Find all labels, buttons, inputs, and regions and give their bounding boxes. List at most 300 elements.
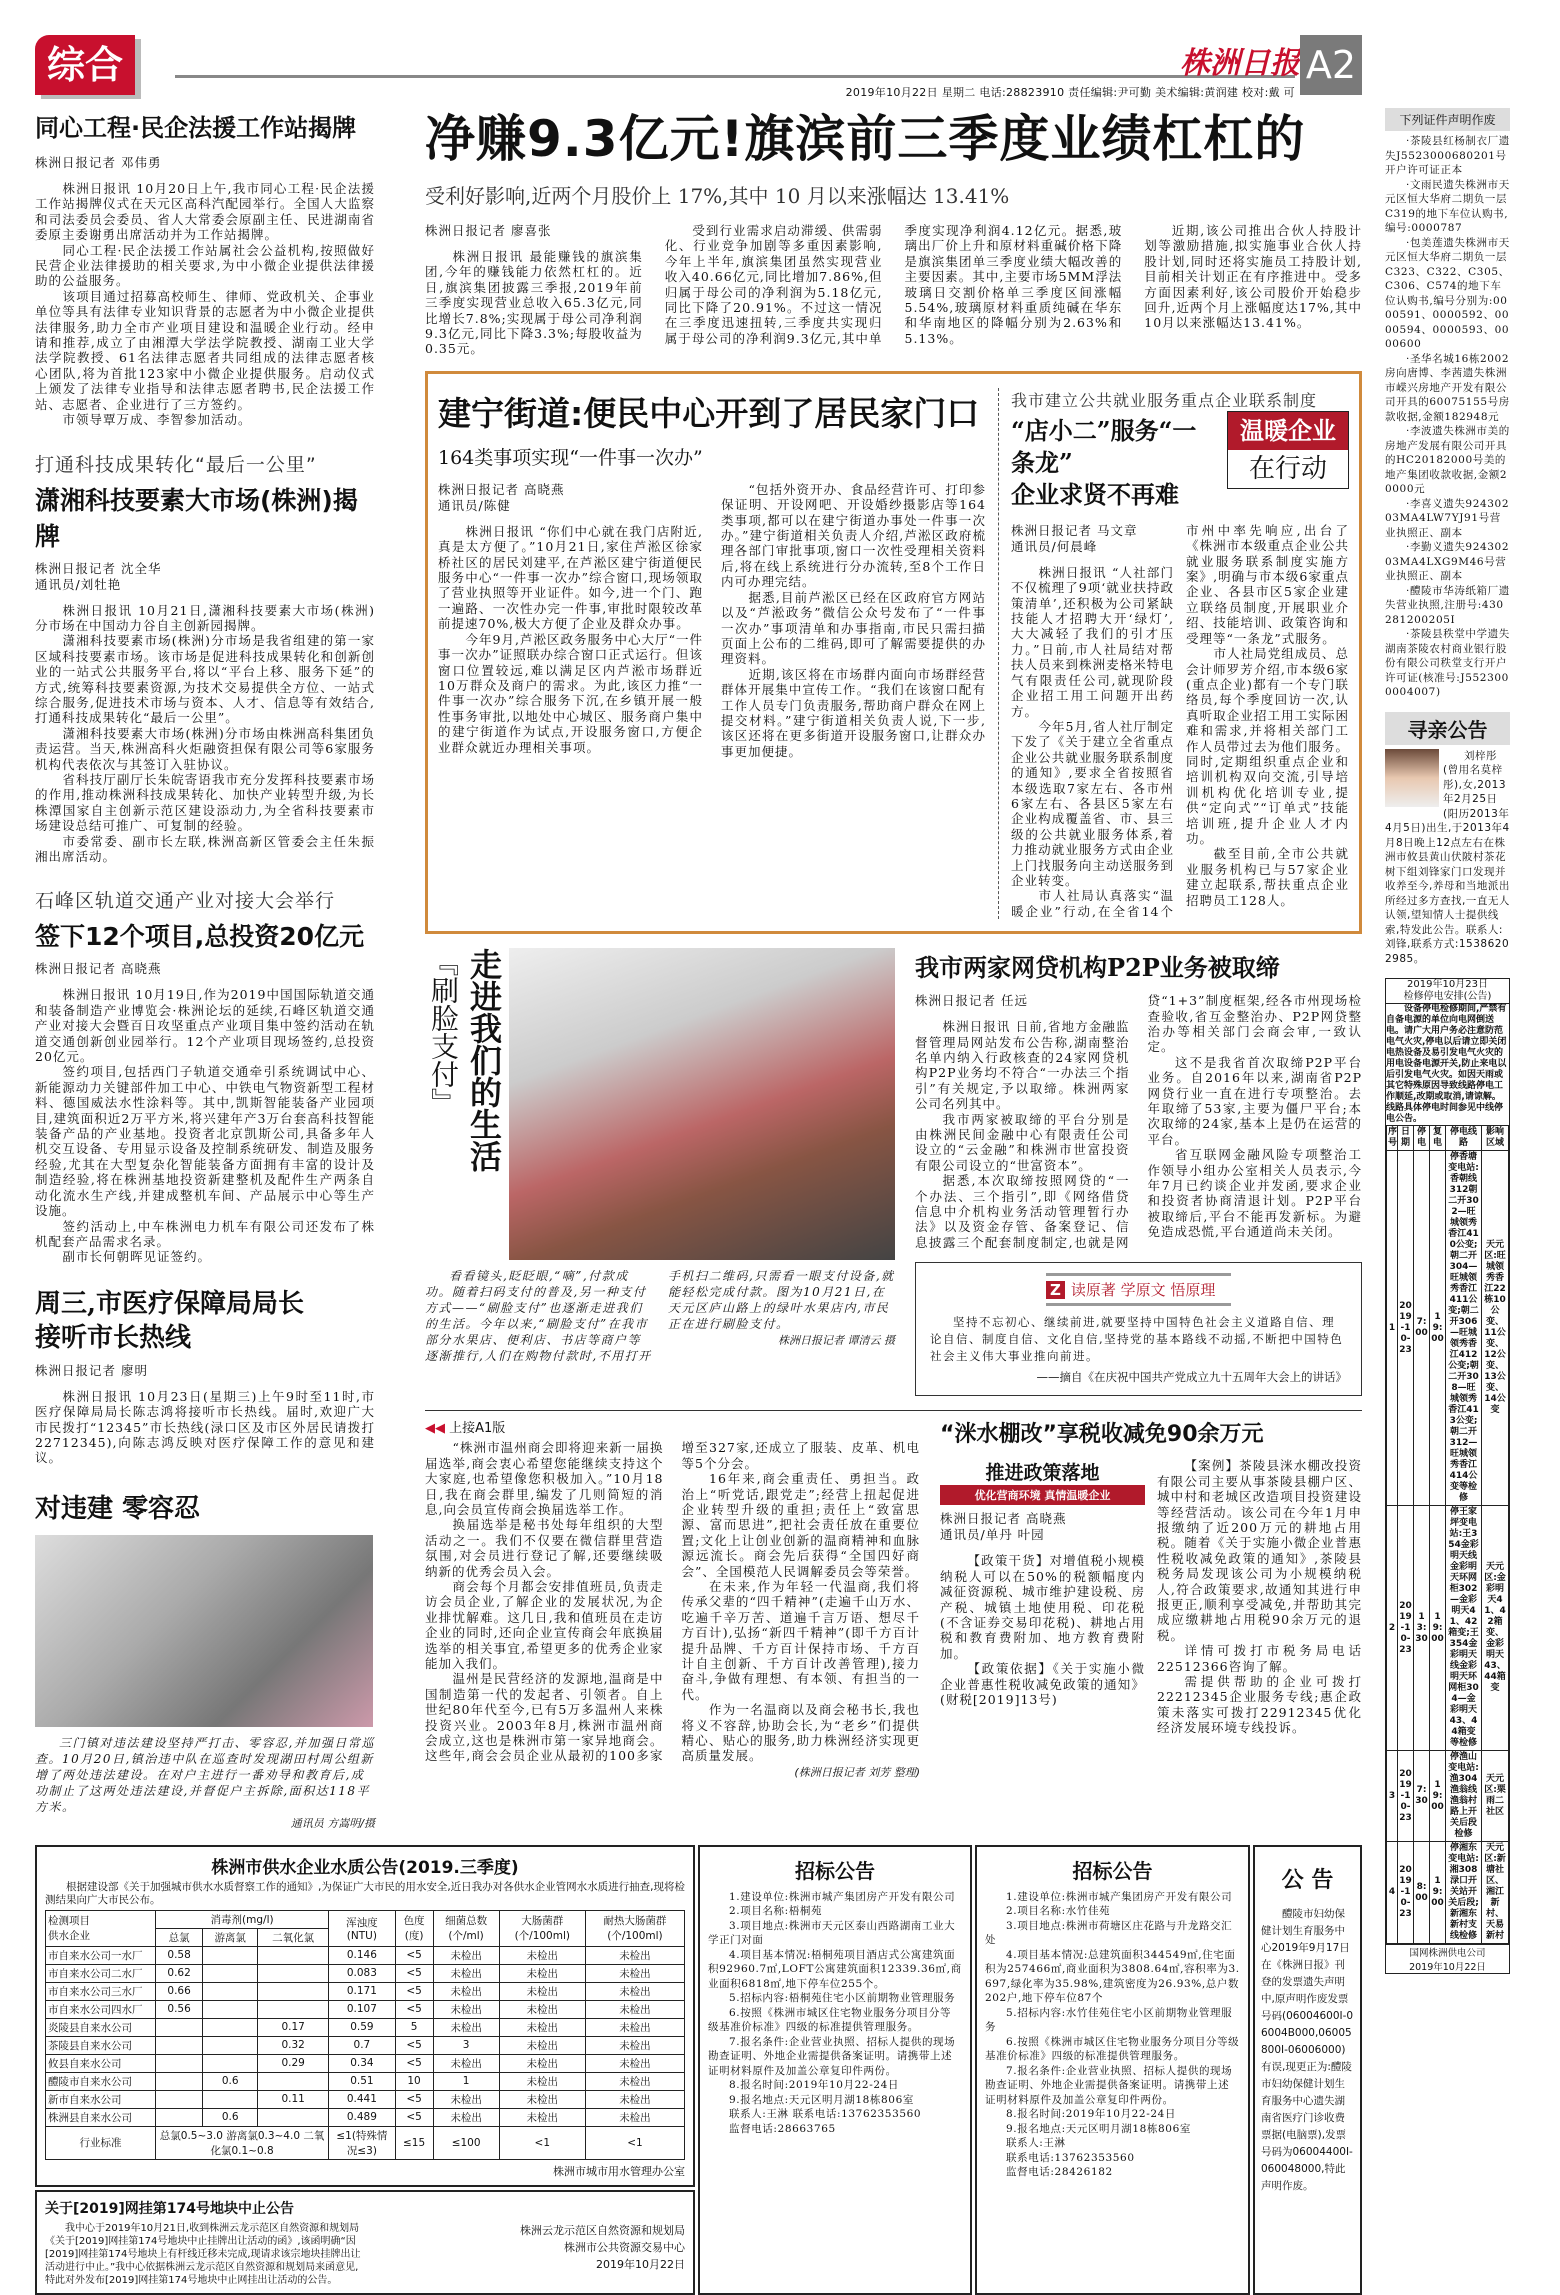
header-rule: [175, 75, 1295, 78]
table-cell: 0.29: [258, 2054, 329, 2072]
table-cell: [203, 2018, 258, 2036]
paragraph: 4.项目基本情况:总建筑面积344549㎡,住宅面积为257466㎡,商业面积为3808.64㎡,容积率为3.697,绿化率为35.98%,建筑密度为26.93%,总户数202户,地下停车位87个: [985, 1948, 1240, 2005]
table-cell: 未检出: [499, 1982, 585, 2000]
table-cell: 天元区:栗雨二社区: [1482, 1751, 1509, 1842]
lead-headline: 净赚9.3亿元!旗滨前三季度业绩杠杠的: [425, 110, 1306, 168]
paragraph: 换届选举是秘书处每年组织的大型活动之一。我们不仅要在微信群里营造氛围,对会员进行登记了解,还要继续吸纳新的优秀会员入会。: [425, 1517, 664, 1579]
table-cell: 未检出: [499, 2000, 585, 2018]
power-outage-notice: [1385, 978, 1510, 1974]
table-cell: [156, 2090, 203, 2108]
photo-story-illegal-building: [35, 1488, 375, 1831]
headline: 签下12个项目,总投资20亿元: [35, 922, 365, 952]
th: 序号: [1387, 1126, 1398, 1151]
th-item: 检测项目: [48, 1915, 90, 1928]
z-logo-icon: Z: [1046, 1281, 1065, 1299]
table-cell: 未检出: [585, 2000, 684, 2018]
table-cell: 未检出: [585, 2090, 684, 2108]
notice-signer: 国网株洲供电公司: [1386, 1944, 1509, 1959]
table-cell: 未检出: [585, 1964, 684, 1982]
child-photo: [1385, 749, 1439, 807]
td: ≤1(特殊情况≤3): [329, 2126, 395, 2159]
article-body: [35, 1389, 375, 1466]
table-cell: 未检出: [433, 2000, 499, 2018]
table-cell: 19:00: [1430, 1506, 1446, 1751]
notice-intro: 设备停电检修期间,严禁有自备电源的单位向电网倒送电。请广大用户务必注意防范电气火灾,停电以后请立即关闭电热设备及易引发电气火灾的用电设备电源开关,防止来电以后引发电气火灾。如因天雨或其它特殊原因导致线路停电工作顺延,改期或取消,请谅解。线路具体停电时间参见中线停电公告。: [1386, 1004, 1507, 1124]
paragraph: “株洲市温州商会即将迎来新一届换届选举,商会衷心希望您能继续支持这个大家庭,也希望像您积极加入。”10月18日,我在商会群里,编发了几则简短的消息,向会员宣传商会换届选举工作。: [425, 1440, 664, 1517]
warm-enterprise-badge: [1227, 411, 1349, 489]
paragraph: ·李喜义遗失92430203MA4LW7YJ91号营业执照正、副本: [1385, 497, 1510, 539]
th: 色度(度): [395, 1910, 433, 1946]
signer: 株洲云龙示范区自然资源和规划局: [520, 2223, 685, 2237]
void-declarations: [1385, 108, 1510, 700]
paragraph: 签约活动上,中车株洲电力机车有限公司还发布了株机配套产品需求名录。: [35, 1218, 375, 1249]
headline: 我市两家网贷机构P2P业务被取缔: [915, 953, 1280, 983]
table-cell: 2019-10-23: [1398, 1751, 1414, 1842]
th-disinfect: 消毒剂(mg/l): [156, 1910, 329, 1928]
table-cell: 未检出: [499, 2072, 585, 2090]
headline: “店小二”服务“一条龙” 企业求贤不再难: [1011, 415, 1197, 509]
photo-caption: 看看镜头,眨眨眼,“嘀”,付款成功。随着扫码支付的普及,另一种支付方式——“刷脸支付”也逐渐走进我们的生活。今年以来,“刷脸支付”在我市部分水果店、便利店、书店等商户等逐渐推行,人们在购物付款时,不用打开手机扫二维码,只需看一眼支付设备,就能轻松完成付款。图为10月21日,在天元区庐山路上的绿叶水果店内,市民正在进行刷脸支付。: [425, 1269, 895, 1364]
paragraph: 联系人:王淋 联系电话:13762353560: [729, 2108, 922, 2121]
photo-story-facepay: [425, 948, 895, 1364]
table-cell: 19:00: [1430, 1842, 1446, 1944]
table-cell: 0.62: [156, 1964, 203, 1982]
byline: 株洲日报记者 高晓燕: [35, 961, 162, 977]
photo-face-payment: [509, 948, 895, 1260]
paragraph: 我市两家被取缔的平台分别是由株洲民间金融中心有限责任公司设立的“云金融”和株洲市世富投资有限公司设立的“世富资本”。: [915, 1111, 1130, 1173]
dateline: 2019年10月22日 星期二 电话:28823910 责任编辑:尹可勤 美术编辑:黄润建 校对:戴 可: [845, 86, 1295, 99]
table-cell: 株洲县自来水公司: [46, 2108, 156, 2126]
paragraph: 16年来,商会重责任、勇担当。政治上“听党话,跟党走”;经营上扭起促进企业转型升级的重担;责任上“致富思源、富而思进”,把社会责任放在重要位置;文化上让创业创新的温商精神和血脉源远流长。商会先后获得“全国四好商会”、全国模范人民调解委员会等荣誉。: [681, 1471, 920, 1579]
paragraph: 潇湘科技要素市场(株洲)分市场是我省组建的第一家区域科技要素市场。该市场是促进科技成果转化和创新创业的一站式公共服务平台,将以“平台上移、服务下延”的方式,统筹科技要素资源,为技术交易提供全方位、一站式综合服务,促进技术市场与资本、人才、信息等有效结合,打通科技成果转化“最后一公里”。: [35, 633, 375, 726]
photo-inspection: [35, 1535, 373, 1727]
paragraph: 监督电话:28663765: [729, 2122, 836, 2135]
table-row: [46, 2108, 685, 2126]
table-cell: 2019-10-23: [1398, 1151, 1414, 1506]
table-cell: 2019-10-23: [1398, 1842, 1414, 1944]
paragraph: 株洲日报讯 10月21日,潇湘科技要素大市场(株洲)分市场在中国动力谷自主创新园揭牌。: [35, 602, 375, 633]
article-wenzhou-continued: [425, 1417, 920, 1780]
table-cell: 未检出: [499, 2018, 585, 2036]
th: 二氧化氯: [258, 1928, 329, 1946]
paragraph: 近期,该区将在市场群内面向市场群经营群体开展集中宣传工作。“我们在该窗口配有工作人员专门负责服务,帮助商户群众在网上提交材料。”建宁街道相关负责人说,下一步,该区还将在更多街道开设服务窗口,让群众办事更加便捷。: [721, 666, 986, 759]
table-cell: [258, 2108, 329, 2126]
paragraph: 据悉,本次取缔按照网贷的“一个办法、三个指引”,即《网络借贷信息中介机构业务活动管理暂行办法》以及资金存管、备案登记、信息披露三个配套制度制定,也就是网贷“1+3”制度框架,经各市州现场检查验收,省互金整治办、P2P网贷整治办等相关部门会商会审,一致认定。: [915, 993, 1362, 1250]
th: 游离氯: [203, 1928, 258, 1946]
paragraph: 7.报名条件:企业营业执照、招标人提供的现场勘查证明、外地企业需提供备案证明。请携带上述证明材料原件及加盖公章复印件两份。: [985, 2064, 1233, 2106]
paragraph: 联系人:王淋: [1006, 2137, 1066, 2150]
table-cell: 未检出: [433, 2018, 499, 2036]
table-cell: 未检出: [433, 2054, 499, 2072]
article-jianning: [438, 388, 986, 759]
article-p2p: [915, 948, 1362, 1250]
paragraph: 9.报名地点:天元区明月湖18栋806室: [729, 2093, 914, 2106]
notice-title: 株洲市供水企业水质公告(2019.三季度): [211, 1857, 519, 1878]
table-cell: 0.171: [329, 1982, 395, 2000]
td: <1: [499, 2126, 585, 2159]
paragraph: 3.项目地点:株洲市天元区泰山西路湖南工业大学正门对面: [708, 1919, 956, 1947]
paragraph: 温州是民营经济的发源地,温商是中国制造第一代的发起者、引领者。自上世纪80年代至今,已有5万多温州人来株投资兴业。2003年8月,株洲市温州商会成立,这也是株洲市第一家异地商会。这些年,商会会员企业从最初的100多家增至327家,还成立了服装、皮革、机电等5个分会。: [425, 1440, 920, 1764]
quote-column-title: 读原著 学原文 悟原理: [1070, 1281, 1216, 1300]
paragraph: 2.项目名称:梧桐苑: [729, 1905, 823, 1918]
page-body: [35, 108, 1510, 2295]
section-tab: 综合: [35, 35, 135, 95]
article-body: [425, 223, 1362, 357]
feature-box: [425, 371, 1362, 934]
paragraph: 副市长何朝晖见证签约。: [62, 1249, 212, 1265]
paragraph: 据悉,目前芦淞区已经在区政府官方网站以及“芦淞政务”微信公众号发布了“一件事一次办”事项清单和办事指南,市民只需扫描页面上公布的二维码,即可了解需要提供的办理资料。: [721, 589, 986, 667]
table-cell: [258, 1946, 329, 1964]
page-number: A2: [1300, 35, 1362, 95]
table-cell: 未检出: [585, 1982, 684, 2000]
table-cell: 0.7: [329, 2036, 395, 2054]
byline: 株洲日报记者 马文章 通讯员/何晨峰: [1011, 522, 1138, 554]
table-row: [1387, 1151, 1509, 1506]
table-row: [46, 1982, 685, 2000]
table-cell: 停渔山变电站:渔304渔翁线渔翁村路上开关后段检修: [1446, 1751, 1482, 1842]
paragraph: 潇湘科技要素大市场(株洲)分市场由株洲高科集团负责运营。当天,株洲高科火炬融资担保有限公司等6家服务机构代表依次与其签订入驻协议。: [35, 725, 375, 772]
th: 影响区域: [1482, 1126, 1509, 1151]
paragraph: ·包美莲遗失株洲市天元区恒大华府二期负一层C323、C322、C305、C306、C574的地下车位认购书,编号分别为:0000591、0000592、0000594、0000593、0000600: [1385, 236, 1510, 350]
continued-from: 上接A1版: [449, 1421, 506, 1437]
byline: 株洲日报记者 任远: [915, 993, 1028, 1009]
notice-text: 我中心于2019年10月21日,收到株洲云龙示范区自然资源和规划局《关于[2019]网挂第174号地块中止挂牌出让活动的函》,该函明确“因[2019]网挂第174号地块上有杆线迁移未完成,现请求该宗地块挂牌出让活动进行中止。”我中心依据株洲云龙示范区自然资源和规划局来函意见,特此对外发布[2019]网挂第174号地块中止网挂出让活动的公告。: [45, 2222, 361, 2286]
vertical-title-b: 『刷脸支付』: [427, 948, 460, 1117]
th: 浑浊度(NTU): [329, 1910, 395, 1946]
table-cell: 未检出: [585, 1946, 684, 1964]
paragraph: 株洲日报讯 10月20日上午,我市同心工程·民企法援工作站揭牌仪式在天元区高科汽配园举行。全国人大监察和司法委员会委员、省人大常委会原副主任、民进湖南省委原主委谢勇出席活动并为工作站揭牌。: [35, 181, 375, 243]
paragraph: 该项目通过招募高校师生、律师、党政机关、企事业单位等具有法律专业知识背景的志愿者为中小微企业提供法律服务,助力全市产业项目建设和温暖企业行动。经申请和推荐,成立了由湘潭大学法学院教授、湖南工业大学法学院教授、61名法律志愿者共同组成的法律志愿者核心团队,将为首批123家中小微企业提供服务。启动仪式上颁发了法律专业指导和法律志愿者聘书,民企法援工作站、志愿者、企业进行了三方签约。: [35, 288, 375, 412]
table-cell: 未检出: [499, 2036, 585, 2054]
table-row: [1387, 1506, 1509, 1751]
th: 大肠菌群(个/100ml): [499, 1910, 585, 1946]
paragraph: 株洲日报讯 10月23日(星期三)上午9时至11时,市医疗保障局局长陈志鸿将接听市长热线。届时,欢迎广大市民拨打“12345”市长热线(渌口区及市区外居民请拨打22712345),向陈志鸿反映对医疗保障工作的意见和建议。: [35, 1388, 375, 1466]
table-cell: 7:00: [1414, 1151, 1430, 1506]
table-cell: 0.17: [258, 2018, 329, 2036]
notice-signer: 株洲市城市用水管理办公室: [553, 2164, 685, 2178]
table-cell: 未检出: [433, 1946, 499, 1964]
headline: 建宁街道:便民中心开到了居民家门口: [438, 393, 980, 433]
table-cell: 0.441: [329, 2090, 395, 2108]
table-cell: 未检出: [585, 2036, 684, 2054]
table-cell: [203, 2054, 258, 2072]
content-area: [35, 108, 1362, 2295]
table-cell: 0.66: [156, 1982, 203, 2000]
table-cell: [203, 1964, 258, 1982]
kicker: 我市建立公共就业服务重点企业联系制度: [1011, 390, 1318, 410]
paragraph: 3.项目地点:株洲市荷塘区庄花路与升龙路交汇处: [985, 1919, 1233, 1947]
table-cell: 13:30: [1414, 1506, 1430, 1751]
table-cell: 0.56: [156, 2000, 203, 2018]
table-cell: 0.11: [258, 2090, 329, 2108]
table-cell: 1: [433, 2072, 499, 2090]
paragraph: 市人社局认真落实“温暖企业”行动,在全省14个市州中率先响应,出台了《株洲市本级重点企业公共就业服务联系制度实施方案》,明确与市本级6家重点企业、各县市区5家企业建立联络员制度,开展职业介绍、技能培训、政策咨询和受理等“一条龙”式服务。: [1011, 522, 1349, 919]
paragraph: 截至目前,全市公共就业服务机构已与57家企业建立起联系,帮扶重点企业招聘员工128人。: [1186, 846, 1349, 908]
article-body: [35, 987, 375, 1264]
paragraph: 4.项目基本情况:梧桐苑项目酒店式公寓建筑面积92960.7㎡,LOFT公寓建筑面积12339.36㎡,商业面积6818㎡,地下停车位255个。: [708, 1948, 962, 1990]
table-cell: 0.32: [258, 2036, 329, 2054]
headline: 同心工程·民企法援工作站揭牌: [35, 114, 357, 142]
quote-text: 坚持不忘初心、继续前进,就要坚持中国特色社会主义道路自信、理论自信、制度自信、文化自信,坚持党的基本路线不动摇,不断把中国特色社会主义伟大事业推向前进。: [930, 1315, 1344, 1364]
notice-text: 刘梓彤(曾用名莫梓彤),女,2013年2月25日(阳历2013年4月5日)出生,于2013年4月8日晚上12点左右在株洲市攸县黄山伏陂村茶花树下组刘锋家门口发现并收养至今,养母和当地派出所经过多方查找,一直无人认领,望知情人士提供线索,特发此公告。联系人:刘锋,联系方式:15386202985。: [1385, 749, 1510, 965]
paragraph: ·李波遗失株洲市美的房地产发展有限公司开具的HC20182000号美的地产集团收款收据,金额20000元: [1385, 425, 1510, 495]
kicker: 石峰区轨道交通产业对接大会举行: [35, 890, 336, 913]
top-area: [35, 108, 1362, 1831]
table-cell: 8:00: [1414, 1842, 1430, 1944]
table-cell: 新市自来水公司: [46, 2090, 156, 2108]
paragraph: 受到行业需求启动滞缓、供需弱化、行业竞争加剧等多重因素影响,今年上半年,旗滨集团虽然实现营业收入40.66亿元,同比增加7.86%,但归属于母公司的净利润为5.18亿元,同比下降了20.91%。不过这一情况在三季度迅速扭转,三季度共实现归属于母公司的净利润9.3亿元,其中单季度实现净利润4.12亿元。据悉,玻璃出厂价上升和原材料重碱价格下降是旗滨集团单三季度业绩大幅改善的主要因素。其中,主要市场5MM浮法玻璃日交割价格单三季度区间涨幅5.54%,玻璃原材料重质纯碱在华东和华南地区的降幅分别为2.63%和5.13%。: [664, 223, 1123, 346]
paragraph: 这不是我省首次取缔P2P平台业务。自2016年以来,湖南省P2P网贷行业一直在进行专项整治。去年取缔了53家,主要为僵尸平台;本次取缔的24家,基本上是仍在运营的平台。: [1147, 1054, 1362, 1147]
middle-row: [425, 948, 1362, 1396]
table-cell: 未检出: [433, 1964, 499, 1982]
land-suspension-notice: [35, 2190, 695, 2295]
policy-banner-sub: 优化营商环境 真情温暖企业: [940, 1485, 1145, 1505]
table-cell: 3: [1387, 1751, 1398, 1842]
td: 总氯0.5~3.0 游离氯0.3~4.0 二氧化氯0.1~0.8: [156, 2126, 329, 2159]
th: 停电线路: [1446, 1126, 1482, 1151]
subheadline: 164类事项实现“一件事一次办”: [438, 446, 703, 469]
article-body: [438, 482, 986, 759]
table-row: [1387, 1751, 1509, 1842]
table-cell: 未检出: [499, 2054, 585, 2072]
paragraph: 监督电话:28426182: [1006, 2166, 1113, 2179]
water-quality-table: [45, 1910, 685, 2160]
lead-subheadline: 受利好影响,近两个月股价上 17%,其中 10 月以来涨幅达 13.41%: [425, 184, 1010, 208]
paragraph: 今年9月,芦淞区政务服务中心大厅“一件事一次办”证照联办综合窗口正式运行。但该窗口位置较远,难以满足区内芦淞市场群近10万群众及商户的需求。为此,该区力推“一件事一次办”综合服务下沉,在乡镇开展一般性事务审批,以地处中心城区、服务商户集中的建宁街道作为试点,开设服务窗口,方便企业群众就近办理相关事项。: [438, 631, 703, 755]
byline: 株洲日报记者 邓伟勇: [35, 155, 162, 170]
byline: 株洲日报记者 高晓燕 通讯员/单丹 叶园: [940, 1511, 1067, 1543]
table-cell: <5: [395, 2000, 433, 2018]
table-cell: 2019-10-23: [1398, 1506, 1414, 1751]
table-cell: [258, 2000, 329, 2018]
notice-title: 招标公告: [795, 1858, 875, 1883]
table-row: [46, 2018, 685, 2036]
table-cell: [258, 1964, 329, 1982]
th: 细菌总数(个/ml): [433, 1910, 499, 1946]
article-employment: [1011, 388, 1349, 919]
table-cell: 未检出: [585, 2108, 684, 2126]
article-body: [915, 993, 1362, 1250]
table-cell: 3: [433, 2036, 499, 2054]
paragraph: 【政策干货】对增值税小规模纳税人可以在50%的税额幅度内减征资源税、城市维护建设税、房产税、城镇土地使用税、印花税(不含证券交易印花税)、耕地占用税和教育费附加、地方教育费附加。: [940, 1553, 1145, 1661]
table-cell: <5: [395, 2090, 433, 2108]
table-cell: [203, 2000, 258, 2018]
table-cell: [203, 1946, 258, 1964]
paragraph: ·圣华名城16栋2002房向唐博、李茜遗失株洲市嵘兴房地产开发有限公司开具的60075155号房款收据,金额182948元: [1385, 352, 1510, 423]
table-cell: 天元区:金彩明天41、42箱变、金彩明天43、44箱变: [1482, 1506, 1509, 1751]
paragraph: 5.招标内容:梧桐苑住宅小区前期物业管理服务: [729, 1992, 956, 2005]
paragraph: 今年5月,省人社厅制定下发了《关于建立全省重点企业公共就业服务联系制度的通知》,要求全省按照省本级选取7家左右、各市州6家左右、各县区5家左右企业构成覆盖省、市、县三级的公共就业服务体系,着力推动就业服务方式由企业上门找服务向主动送服务到企业转变。: [1011, 718, 1174, 888]
table-cell: [258, 1982, 329, 2000]
article-body: [35, 603, 375, 865]
paragraph: 5.招标内容:水竹佳苑住宅小区前期物业管理服务: [985, 2006, 1233, 2034]
table-cell: [203, 2036, 258, 2054]
notice-title: 公 告: [1281, 1867, 1334, 1893]
signer: 株洲市公共资源交易中心: [564, 2240, 685, 2254]
notice-date: 2019年10月22日: [596, 2257, 685, 2271]
notice-body: [985, 1890, 1240, 2180]
table-cell: 0.489: [329, 2108, 395, 2126]
photo-credit: 通讯员 方嵩明/摄: [290, 1816, 375, 1830]
photo-caption: 三门镇对违法建设坚持严打击、零容忍,并加强日常巡查。10月20日,镇治违中队在巡查时发现湖田村周公组新增了两处违法建设。在对户主进行一番劝导和教育后,成功制止了这两处违法建设,并督促户主拆除,面积达118平方米。: [35, 1735, 375, 1814]
table-cell: 10: [395, 2072, 433, 2090]
th: 复电: [1430, 1126, 1446, 1151]
table-row: [1387, 1842, 1509, 1944]
td: ≤100: [433, 2126, 499, 2159]
correction-notice: [1253, 1845, 1362, 2295]
table-cell: <5: [395, 2036, 433, 2054]
table-cell: 0.6: [203, 2108, 258, 2126]
paragraph: 市委常委、副市长左联,株洲高新区管委会主任朱振湘出席活动。: [35, 833, 375, 864]
table-cell: <5: [395, 1982, 433, 2000]
table-cell: 未检出: [499, 1964, 585, 1982]
paragraph: 近期,该公司推出合伙人持股计划等激励措施,拟实施事业合伙人持股计划,同时还将实施员工持股计划,目前相关计划正在有序推进中。受多方面因素利好,该公司股价开始稳步回升,近两个月上涨幅度达17%,其中10月以来涨幅达13.41%。: [1144, 223, 1362, 331]
quote-source: ——摘自《在庆祝中国共产党成立九十五周年大会上的讲话》: [1036, 1370, 1347, 1385]
photo-credit: 株洲日报记者 谭清云 摄: [778, 1334, 895, 1348]
headline: 潇湘科技要素大市场(株洲)揭牌: [35, 485, 358, 551]
th: 日期: [1398, 1126, 1414, 1151]
paragraph: 在未来,作为年轻一代温商,我们将传承父辈的“四千精神”(走遍千山万水、吃遍千辛万苦、道遍千言万语、想尽千方百计),弘扬“新四千精神”(即千方百计提升品牌、千方百计保持市场、千方百计自主创新、千方百计改善管理),接力奋斗,争做有理想、有本领、有担当的一代。: [681, 1578, 920, 1702]
paragraph: 市领导覃万成、李智参加活动。: [62, 412, 252, 428]
badge-top: 温暖企业: [1228, 412, 1348, 450]
right-column: [1385, 108, 1510, 1974]
paragraph: 8.报名时间:2019年10月22-24日: [1006, 2108, 1177, 2121]
table-cell: [156, 2018, 203, 2036]
table-cell: [156, 2054, 203, 2072]
paragraph: “包括外资开办、食品经营许可、打印参保证明、开设网吧、开设婚纱摄影店等164类事项,都可以在建宁街道办事处一件事一次办。”建宁街道相关负责人介绍,芦淞区政府梳理各部门审批事项,窗口一次性受理相关资料后,将在线上系统进行分办流转,至8个工作日内可办理完结。: [721, 481, 986, 590]
table-cell: 天元区:旺城领秀香江22栋10公变、11公变、12公变、13公变、14公变: [1482, 1151, 1509, 1506]
article-rail-expo: [35, 886, 375, 1264]
paragraph: 签约项目,包括西门子轨道交通牵引系统调试中心、新能源动力关键部件加工中心、中铁电气物资新型工程材料、德国威法水性涂料等。其中,凯斯智能装备产业园项目,建筑面积近2万平方米,将兴建年产3万台套高科技智能装备产品的产业基地。投资者北京凯斯公司,具备多年人机交互设备、专用显示设备及控制系统研发、制造及服务经验,尤其在大型复杂化智能装备方面拥有丰富的设计及制造经验,将在株洲基地投资新建整机及配件生产两条自动化流水生产线,并建成整机车间、产品展示中心等生产设施。: [35, 1064, 375, 1219]
paragraph: 6.按照《株洲市城区住宅物业服务分项目分等级基准价标准》四级的标准提供管理服务。: [985, 2035, 1240, 2063]
table-cell: 停湘东变电站:湘308渌口开关站开关后段;新湘东新村支线检修: [1446, 1842, 1482, 1944]
badge-bottom: 在行动: [1248, 453, 1327, 484]
notice-title: 关于[2019]网挂第174号地块中止公告: [45, 2200, 294, 2217]
table-cell: 市自来水公司一水厂: [46, 1946, 156, 1964]
table-cell: 4: [1387, 1842, 1398, 1944]
paragraph: 联系电话:13762353560: [1006, 2151, 1135, 2164]
paragraph: 9.报名地点:天元区明月湖18栋806室: [1006, 2122, 1191, 2135]
notice-date: 2019年10月22日: [1409, 1962, 1486, 1973]
column-title: 下列证件声明作废: [1385, 108, 1510, 131]
table-cell: <5: [395, 2108, 433, 2126]
table-cell: [258, 2072, 329, 2090]
table-cell: 未检出: [499, 2090, 585, 2108]
paragraph: 详情可拨打市税务局电话22512366咨询了解。: [1157, 1643, 1362, 1674]
table-cell: 醴陵市自来水公司: [46, 2072, 156, 2090]
th: 耐热大肠菌群(个/100ml): [585, 1910, 684, 1946]
paragraph: 1.建设单位:株洲市城产集团房产开发有限公司: [729, 1890, 956, 1903]
table-cell: 未检出: [499, 1946, 585, 1964]
paragraph: 同心工程·民企法援工作站属社会公益机构,按照做好民营企业法律援助的相关要求,为中小微企业提供法律援助的公益服务。: [35, 242, 375, 289]
kicker: 打通科技成果转化“最后一公里”: [35, 453, 317, 476]
table-cell: 市自来水公司二水厂: [46, 1964, 156, 1982]
table-cell: <5: [395, 2054, 433, 2072]
table-cell: 炎陵县自来水公司: [46, 2018, 156, 2036]
missing-person-notice: [1385, 712, 1510, 967]
notice-title: 2019年10月23日 检修停电安排(公告): [1386, 979, 1509, 1004]
left-column: [35, 108, 375, 1831]
paragraph: ·文雨民遗失株洲市天元区恒大华府二期负一层C319的地下车位认购书,编号:0000787: [1385, 178, 1510, 234]
lead-story: [425, 108, 1362, 357]
column-divider: [998, 388, 999, 919]
table-cell: 茶陵县自来水公司: [46, 2036, 156, 2054]
main-column: [425, 108, 1362, 1780]
paragraph: 6.按照《株洲市城区住宅物业服务分项目分等级基准价标准》四级的标准提供管理服务。: [708, 2006, 952, 2034]
paragraph: 作为一名温商以及商会秘书长,我也将义不容辞,协助会长,为“老乡”们提供精心、贴心的服务,助力株洲经济实现更高质量发展。: [681, 1702, 920, 1764]
table-cell: 未检出: [585, 2072, 684, 2090]
table-cell: 市自来水公司四水厂: [46, 2000, 156, 2018]
article-tech-market: [35, 450, 375, 865]
table-cell: <5: [395, 1946, 433, 1964]
td: ≤15: [395, 2126, 433, 2159]
table-cell: [156, 2108, 203, 2126]
table-cell: 0.58: [156, 1946, 203, 1964]
th: 总氯: [156, 1928, 203, 1946]
paragraph: ·李勤义遗失92430203MA4LXG9M46号营业执照正、副本: [1385, 541, 1510, 582]
ads-row: [35, 1845, 1362, 2295]
headline: 对违建 零容忍: [35, 1493, 201, 1524]
article-body: [35, 181, 375, 428]
table-cell: 0.59: [329, 2018, 395, 2036]
byline: 株洲日报记者 廖喜张: [425, 223, 552, 238]
article-hotline: [35, 1287, 375, 1466]
table-cell: 停王家坪变电站:王354金彩明天线金彩明天环网柜302—金彩明天41、42箱变;王354金彩明天线金彩明天环网柜304—金彩明天43、44箱变等检修: [1446, 1506, 1482, 1751]
paragraph: 市人社局党组成员、总会计师罗芳介绍,市本级6家(重点企业)都有一个专门联络员,每个季度回访一次,认真听取企业招工用工实际困难和需求,并将相关部门工作人员带过去为他们服务。同时,定期组织重点企业和培训机构双向交流,引导培训机构优化培训专业,提供“定向式”“订单式”技能培训班,提升企业人才内功。: [1186, 646, 1349, 846]
table-cell: 0.146: [329, 1946, 395, 1964]
th-company: 供水企业: [48, 1930, 90, 1943]
paragraph: 省科技厅副厅长朱皖寄语我市充分发挥科技要素市场的作用,推动株洲科技成果转化、加快产业转型升级,为长株潭国家自主创新示范区建设添动力,为全省科技要素市场建设总结可推广、可复制的经验。: [35, 771, 375, 834]
table-cell: 未检出: [433, 1982, 499, 2000]
byline: 株洲日报记者 高晓燕 通讯员/陈健: [438, 481, 565, 513]
table-cell: 0.34: [329, 2054, 395, 2072]
paragraph: 株洲日报讯 10月19日,作为2019中国国际轨道交通和装备制造产业博览会·株洲论坛的延续,石峰区轨道交通产业对接大会暨百日攻坚重点产业项目集中签约活动在轨道交通创新创业园举行。12个产业项目现场签约,总投资20亿元。: [35, 987, 375, 1065]
table-cell: 19:00: [1430, 1151, 1446, 1506]
table-cell: <5: [395, 1964, 433, 1982]
paragraph: 株洲日报讯 “人社部门不仅梳理了9项‘就业扶持政策清单’,还积极为公司紧缺技能人才招聘大开‘绿灯’,大大减轻了我们的引才压力。”日前,市人社局结对帮扶人员来到株洲麦格米特电气有限责任公司,就现阶段企业招工用工问题开出药方。: [1011, 564, 1174, 719]
table-cell: 0.51: [329, 2072, 395, 2090]
table-row: [46, 2072, 685, 2090]
table-cell: 7:30: [1414, 1751, 1430, 1842]
paragraph: 7.报名条件:企业营业执照、招标人提供的现场勘查证明、外地企业需提供备案证明。请携带上述证明材料原件及加盖公章复印件两份。: [708, 2035, 956, 2077]
headline: “洣水棚改”享税收减免90余万元: [940, 1422, 1264, 1448]
paragraph: ·醴陵市华涛纸箱厂遗失营业执照,注册号:430281200205I: [1385, 584, 1510, 626]
declaration-list: [1385, 134, 1510, 700]
th: 停电: [1414, 1126, 1430, 1151]
newspaper-logo: 株洲日报: [1180, 46, 1300, 81]
paragraph: 株洲日报讯 “你们中心就在我门店附近,真是太方便了。”10月21日,家住芦淞区徐家桥社区的居民刘建平,在芦淞区建宁街道便民服务中心“一件事一次办”综合窗口,现场领取了营业执照等开业证件。如今,进一个门、跑一遍路、一次性办完一件事,审批时限较改革前提速70%,极大方便了企业及群众办事。: [438, 523, 703, 632]
byline: 株洲日报记者 沈全华 通讯员/刘牡艳: [35, 560, 162, 592]
paragraph: 8.报名时间:2019年10月22-24日: [729, 2079, 900, 2092]
article-legal-aid: [35, 108, 375, 428]
table-cell: 0.107: [329, 2000, 395, 2018]
byline: 株洲日报记者 廖明: [35, 1362, 148, 1378]
vertical-title-a: 走进我们的生活: [465, 948, 503, 1173]
lower-row: [425, 1410, 1362, 1780]
credit: (株洲日报记者 刘芳 整理): [794, 1765, 920, 1779]
article-body: [1011, 523, 1349, 919]
notice-text: 醴陵市妇幼保健计划生育服务中心2019年9月17日在《株洲日报》刊登的发票遗失声明中,原声明作废发票号码(06004600I-06004B000,06005800I-06006000)有误,现更正为:醴陵市妇幼保健计划生育服务中心遗失湖南省医疗门诊收费票据(电脑票),发票号码为06004400I-060048000,特此声明作废。: [1261, 1907, 1354, 2192]
paragraph: 【政策依据】《关于实施小微企业普惠性税收减免政策的通知》(财税[2019]13号): [940, 1661, 1145, 1707]
table-cell: 未检出: [433, 2108, 499, 2126]
td: 行业标准: [46, 2126, 156, 2159]
policy-banner-title: 推进政策落地: [985, 1462, 1100, 1485]
continued-arrow-icon: ◀◀: [425, 1421, 445, 1437]
paragraph: ·茶陵县红杨制衣厂遗失J5523000680201号开户许可证正本: [1385, 135, 1510, 176]
paragraph: 株洲日报讯 日前,省地方金融监督管理局网站发布公告称,湖南整治名单内纳入行政核查的24家网贷机构P2P业务均不符合“一办法三个指引”有关规定,予以取缔。株洲两家公司名列其中。: [915, 1019, 1130, 1112]
table-cell: 0.6: [203, 2072, 258, 2090]
table-cell: 未检出: [433, 2090, 499, 2108]
